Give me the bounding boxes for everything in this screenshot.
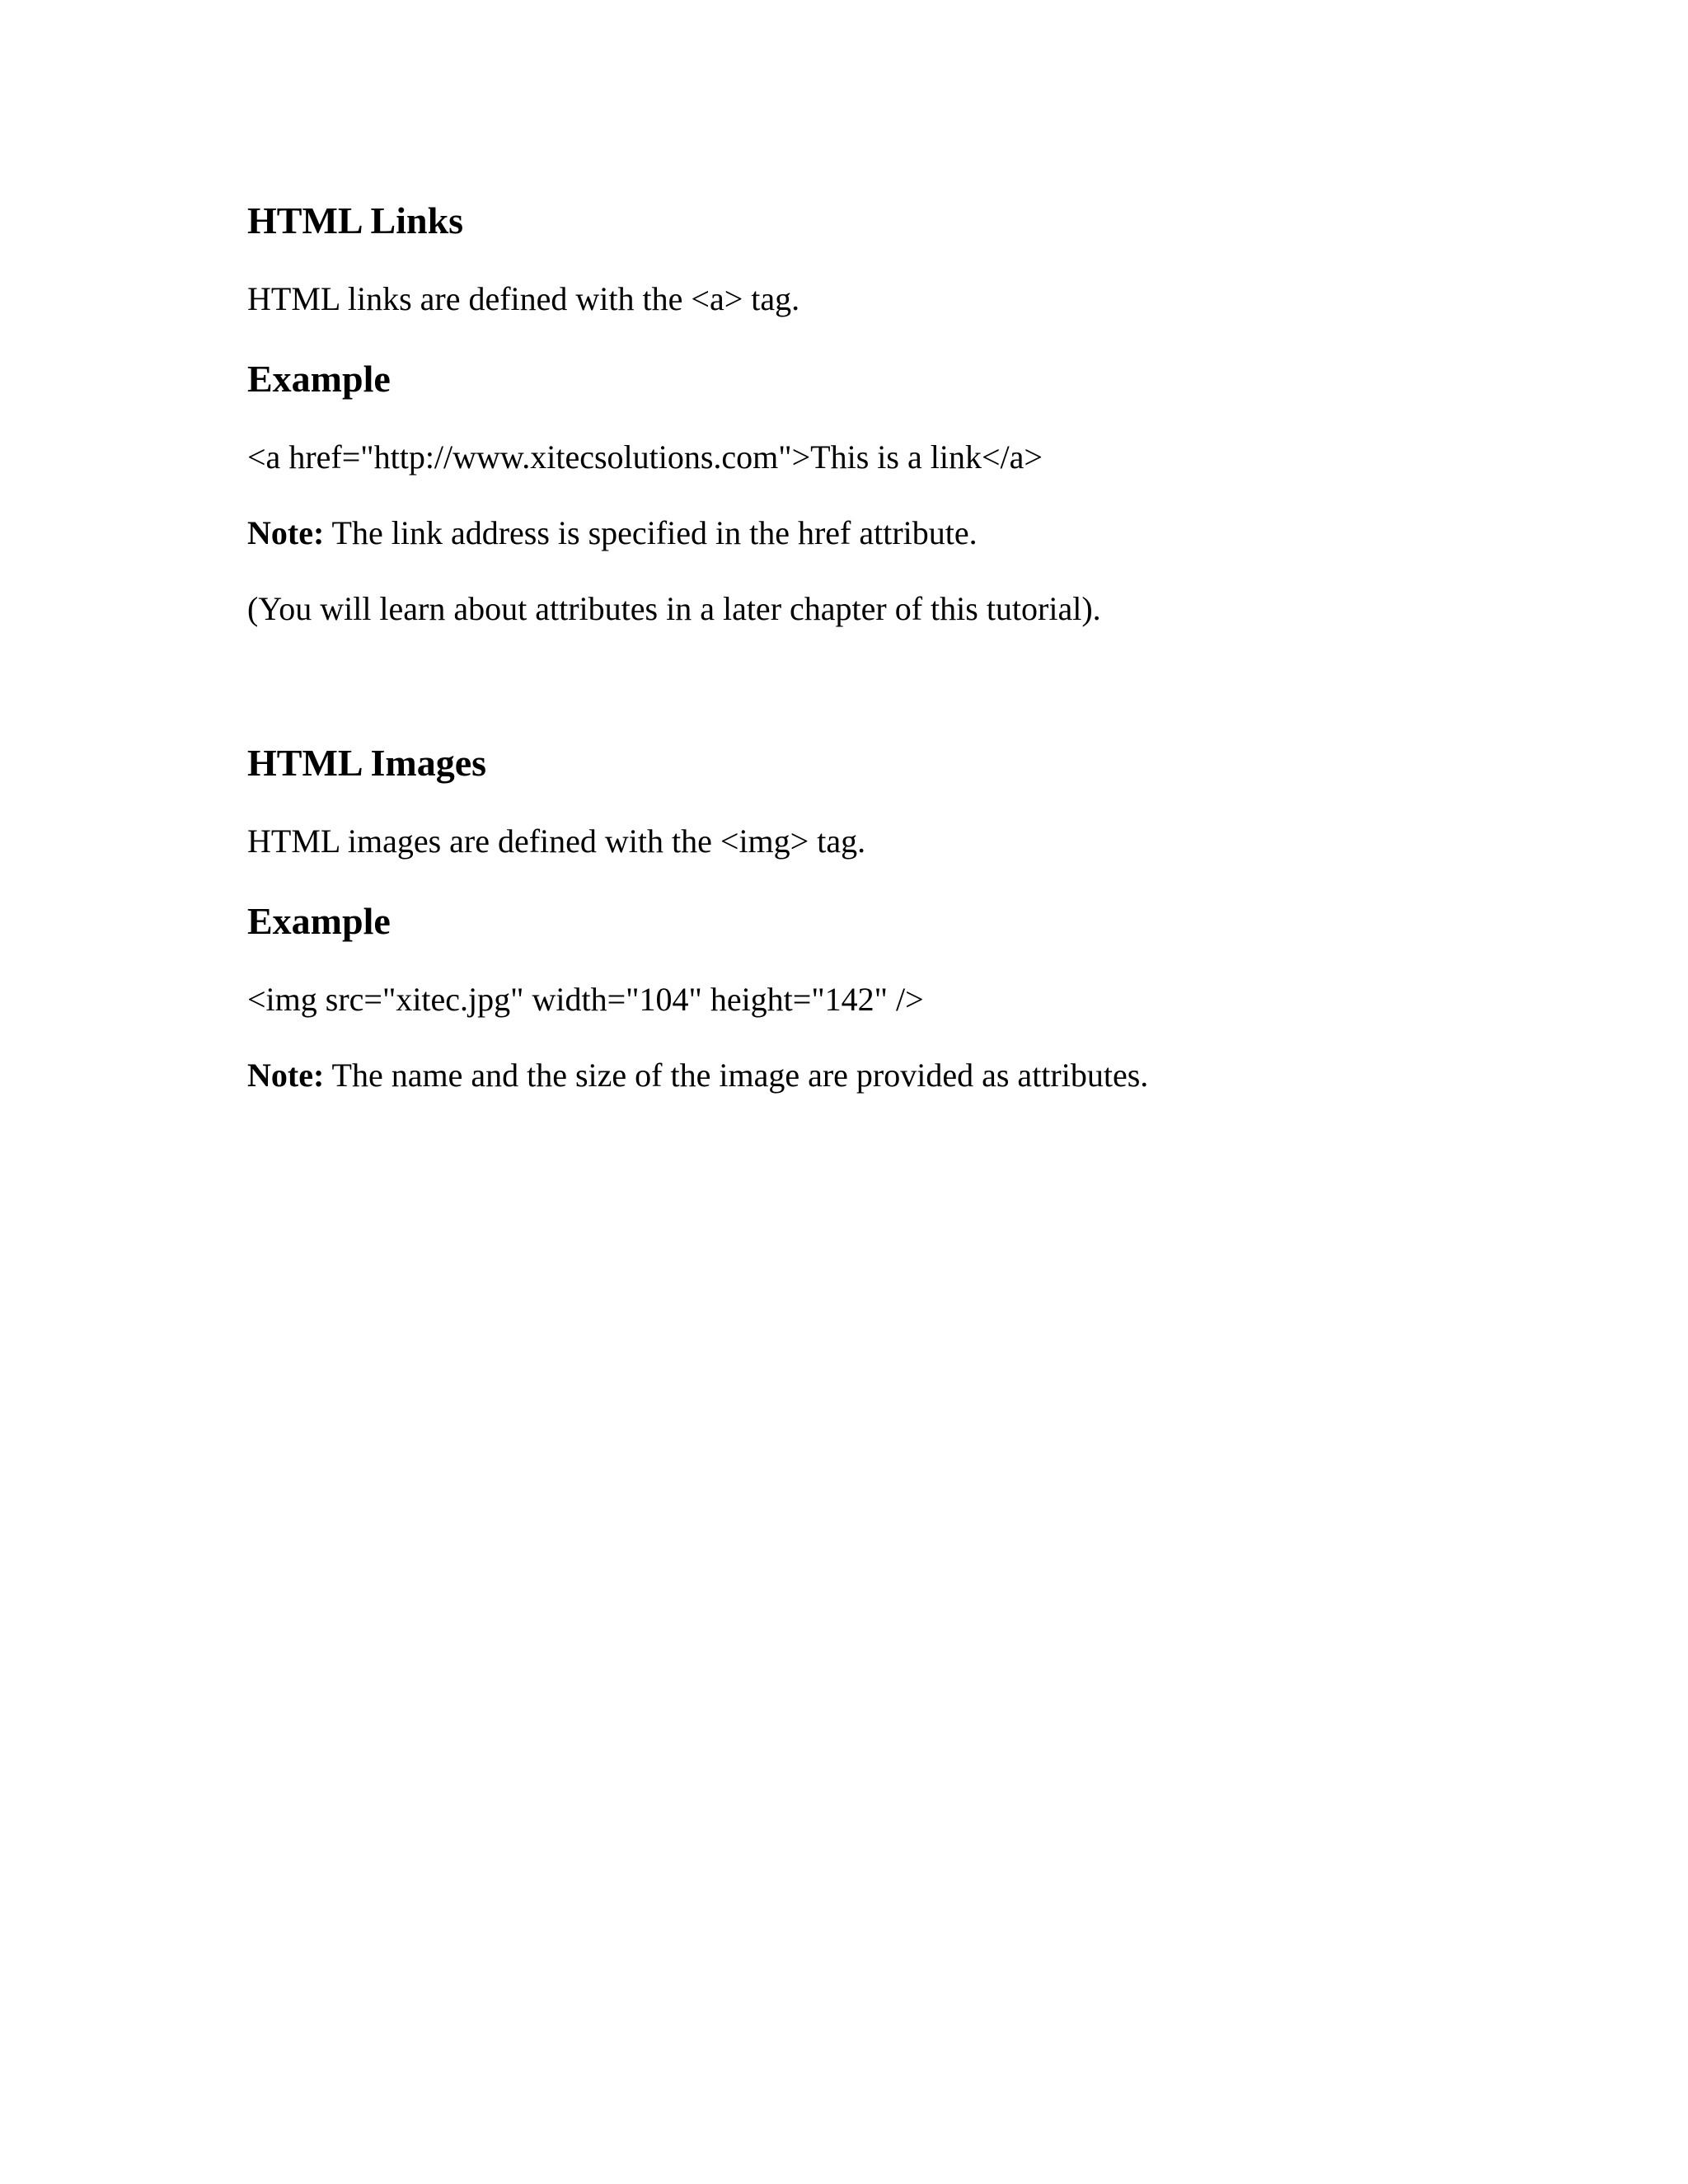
links-example-heading: Example xyxy=(247,358,391,400)
links-followup: (You will learn about attributes in a later chapter of this tutorial). xyxy=(247,590,1101,627)
links-section-title: HTML Links xyxy=(247,199,464,241)
images-example-heading: Example xyxy=(247,900,391,942)
images-section-intro: HTML images are defined with the <img> tag. xyxy=(247,823,866,860)
images-section-title: HTML Images xyxy=(247,742,487,784)
links-section-intro: HTML links are defined with the <a> tag. xyxy=(247,280,800,317)
images-note-text: The name and the size of the image are provided as attributes. xyxy=(324,1057,1149,1094)
links-note xyxy=(247,514,978,551)
images-note-label: Note: xyxy=(247,1057,325,1094)
images-example-code: <img src="xitec.jpg" width="104" height="142" /> xyxy=(247,981,924,1018)
links-note-label: Note: xyxy=(247,514,325,551)
links-note-text: The link address is specified in the href attribute. xyxy=(324,514,978,551)
images-note xyxy=(247,1059,1148,1092)
links-example-code: <a href="http://www.xitecsolutions.com">This is a link</a> xyxy=(247,438,1043,476)
